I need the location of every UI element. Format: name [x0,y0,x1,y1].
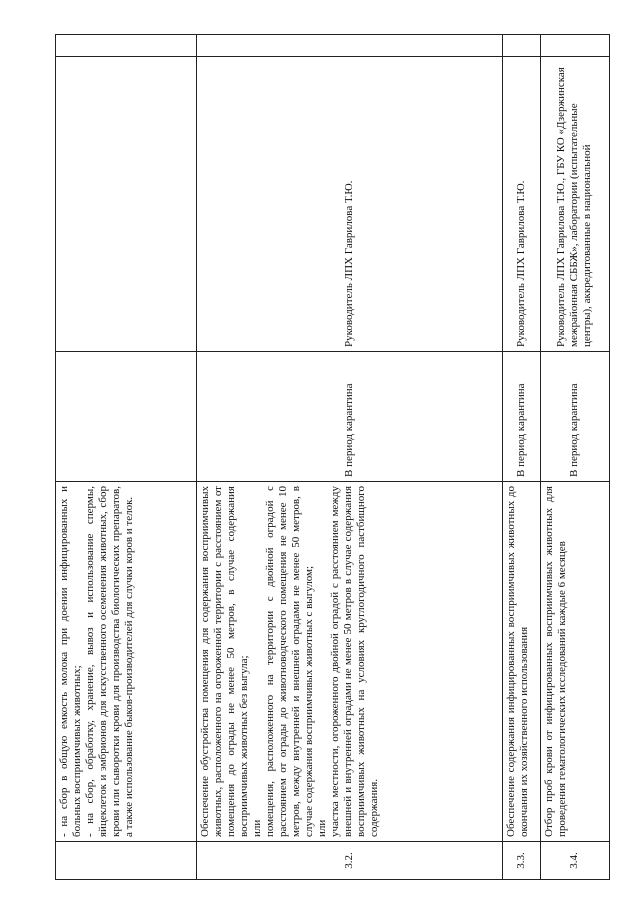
row-number: 3.2. [196,842,502,880]
action-text: участка местности, огороженного двойной оградой с расстоянием между внешней и внутренней оградами не менее 50 метров в случае содержания восприимчивых животных на условиях круглогодичного пастбищного содержания. [328,486,380,837]
measures-table [55,34,610,880]
action-cell [56,482,197,842]
table-row [56,35,197,880]
blank-cell [196,35,502,57]
action-text: - на сбор в общую емкость молока при доении инфицированных и больных восприимчивых животных; [58,486,83,837]
blank-cell [502,35,540,57]
action-text: Обеспечение содержания инфицированных восприимчивых животных до окончания их хозяйственного использования [504,486,530,837]
table-row [502,35,540,880]
row-number [56,842,197,880]
responsible-cell: Руководитель ЛПХ Гаврилова Т.Ю., ГБУ КО «Дзержинская межрайонная СББЖ», лаборатории (испытательные центры), аккредитованные в национальной [540,57,609,352]
blank-cell [56,35,197,57]
table-row [540,35,609,880]
action-text: - на сбор, обработку, хранение, вывоз и использование спермы, яйцеклеток и эмбрионов для искусственного осеменения животных, сбор крови или сыворотки крови для производства биологических препаратов, а также использование быков-производителей для случки коров и телок. [84,486,135,837]
action-cell [540,482,609,842]
term-cell: В период карантина [196,352,502,482]
table-row [196,35,502,880]
action-text: или [250,819,263,837]
responsible-cell [56,57,197,352]
row-number: 3.4. [540,842,609,880]
term-cell [56,352,197,482]
blank-cell [540,35,609,57]
responsible-cell: Руководитель ЛПХ Гаврилова Т.Ю. [196,57,502,352]
action-text: помещения, расположенного на территории с двойной оградой с расстоянием от ограды до животноводческого помещения не менее 10 метров, между внутренней и внешней оградами не менее 50 метров, в случае содержания восприимчивых животных с выгулом; [263,486,315,837]
row-number: 3.3. [502,842,540,880]
action-cell [196,482,502,842]
term-cell: В период карантина [540,352,609,482]
rotated-page [55,35,610,880]
action-cell [502,482,540,842]
action-text: Обеспечение обустройства помещения для содержания восприимчивых животных, расположенного на огороженной территории с расстоянием от помещения до ограды не менее 50 метров, в случае содержания восприимчивых животных без выгула; [198,486,250,837]
term-cell: В период карантина [502,352,540,482]
responsible-cell: Руководитель ЛПХ Гаврилова Т.Ю. [502,57,540,352]
action-text: Отбор проб крови от инфицированных восприимчивых животных для проведения гематологических исследований каждые 6 месяцев [542,486,568,837]
action-text: или [315,819,328,837]
